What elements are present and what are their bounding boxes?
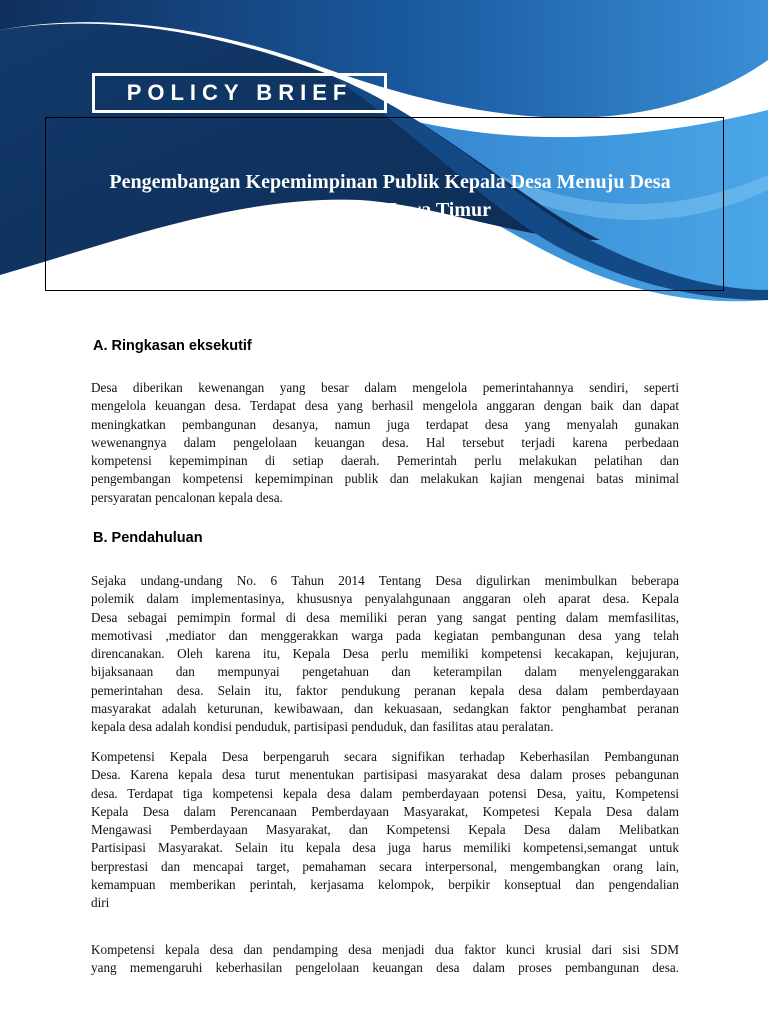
document-title	[60, 168, 720, 224]
text-line: Kompetensi kepala desa dan pendamping desa menjadi dua faktor kunci krusial dari sisi SDM	[91, 942, 679, 957]
section-heading-pendahuluan: B. Pendahuluan	[93, 530, 203, 546]
text-line: diri	[91, 895, 110, 911]
text-line: kompetensi kepemimpinan di setiap daerah. Pemerintah perlu melakukan pelatihan dan	[91, 453, 679, 469]
document-title-line: Mandiri di Jawa Timur	[288, 199, 492, 221]
text-line: kemampuan memberikan perintah, kerjasama kelompok, berpikir konseptual dan pengendalian	[91, 877, 679, 893]
paragraph-pendahuluan-3	[91, 941, 679, 978]
policy-brief-badge	[92, 73, 387, 113]
section-heading-ringkasan: A. Ringkasan eksekutif	[93, 338, 252, 354]
text-line: yang memengaruhi keberhasilan pengelolaan keuangan desa dalam proses pembangunan desa.	[91, 960, 679, 976]
paragraph-pendahuluan-1	[91, 572, 679, 737]
policy-brief-label: POLICY BRIEF	[126, 80, 353, 105]
text-line: Desa diberikan kewenangan yang besar dalam mengelola pemerintahannya sendiri, seperti	[91, 380, 679, 395]
text-line: Kepala Desa dalam Perencanaan Pemberdayaan Masyarakat, Kompetesi Kepala Desa dalam	[91, 803, 679, 819]
paragraph-pendahuluan-2	[91, 748, 679, 913]
text-line: persyaratan pencalonan kepala desa.	[91, 489, 283, 505]
text-line: polemik dalam implementasinya, khususnya penyalahgunaan anggaran oleh aparat desa. Kepala	[91, 591, 679, 607]
text-line: wewenangnya dalam pengelolaan keuangan desa. Hal tersebut terjadi karena perbedaan	[91, 434, 679, 450]
text-line: Sejaka undang-undang No. 6 Tahun 2014 Tentang Desa digulirkan menimbulkan beberapa	[91, 573, 679, 588]
text-line: Kompetensi Kepala Desa berpengaruh secara signifikan terhadap Keberhasilan Pembangunan	[91, 749, 679, 764]
text-line: mengelola keuangan desa. Terdapat desa yang berhasil mengelola anggaran dengan baik dan dapat	[91, 398, 679, 414]
text-line: masyarakat adalah keturunan, kewibawaan, dan kekuasaan, sedangkan faktor penghambat peranan	[91, 701, 679, 717]
text-line: berprestasi dan mencapai target, pemahaman secara interpersonal, mengembangkan orang lain,	[91, 858, 679, 874]
text-line: memotivasi ,mediator dan menggerakkan warga pada kegiatan pembangunan desa yang telah	[91, 627, 679, 643]
text-line: Mengawasi Pemberdayaan Masyarakat, dan Kompetensi Kepala Desa dalam Melibatkan	[91, 822, 679, 838]
text-line: bijaksanaan dan mempunyai pengetahuan dan keterampilan dalam menyelenggarakan	[91, 664, 679, 680]
text-line: Desa. Karena kepala desa turut menentukan partisipasi masyarakat desa dalam proses pebangunan	[91, 767, 679, 783]
text-line: meningkatkan pembangunan desanya, namun juga terdapat desa yang menyalah gunakan	[91, 416, 679, 432]
text-line: pengembangan kompetensi kepemimpinan publik dan melakukan kajian mengenai batas minimal	[91, 471, 679, 487]
text-line: direncanakan. Oleh karena itu, Kepala Desa perlu memiliki kompetensi kecakapan, kejujuran,	[91, 646, 679, 662]
text-line: Partisipasi Masyarakat. Selain itu kepala desa juga harus memiliki kompetensi,semangat untuk	[91, 840, 679, 856]
text-line: pemerintahan desa. Selain itu, faktor pendukung peranan kepala desa dalam pemberdayaan	[91, 682, 679, 698]
paragraph-ringkasan	[91, 379, 679, 507]
text-line: kepala desa adalah kondisi penduduk, partisipasi penduduk, dan fasilitas atau peralatan.	[91, 719, 554, 735]
text-line: Desa sebagai pemimpin formal di desa memiliki peran yang sangat penting dalam memfasilitas,	[91, 609, 679, 625]
document-title-line: Pengembangan Kepemimpinan Publik Kepala Desa Menuju Desa	[109, 171, 671, 193]
text-line: desa. Terdapat tiga kompetensi kepala desa dalam pemberdayaan potensi Desa, yaitu, Kompetensi	[91, 785, 679, 801]
